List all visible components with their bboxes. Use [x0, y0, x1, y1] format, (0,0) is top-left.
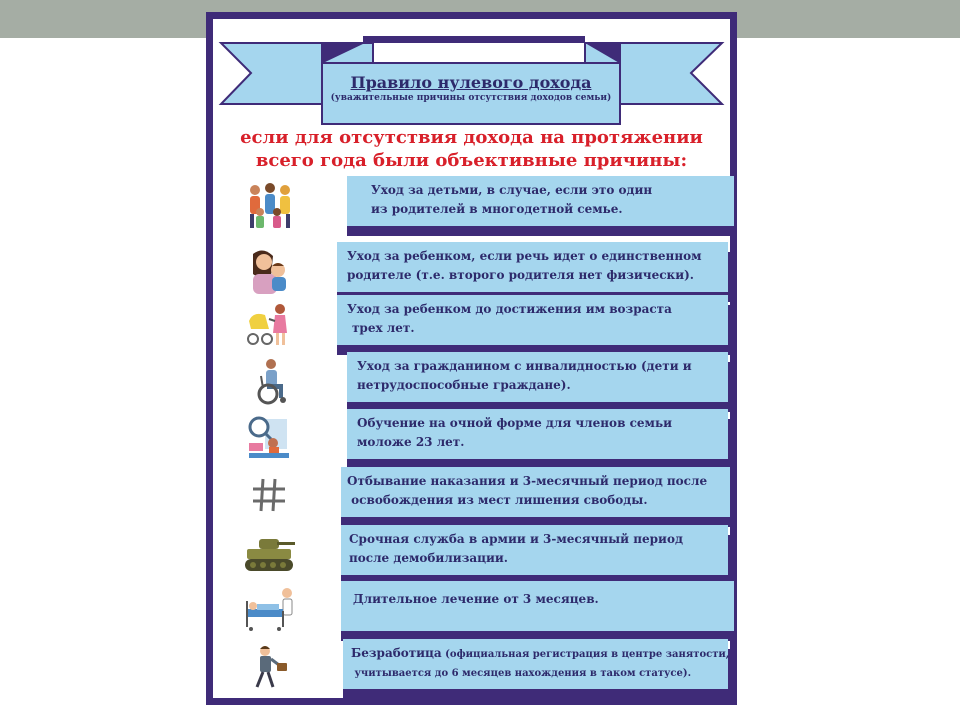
item-line-2: нетрудоспособные граждане).	[357, 378, 571, 392]
item-line-1: Уход за гражданином с инвалидностью (дети и	[357, 359, 692, 373]
item-text-box	[341, 467, 730, 517]
list-item	[213, 176, 730, 236]
item-line-1: Уход за ребенком, если речь идет о единственном	[347, 249, 702, 263]
title-box	[321, 62, 621, 125]
poster-frame	[206, 12, 737, 705]
wheelchair-icon	[243, 356, 297, 406]
item-text-box	[341, 525, 728, 575]
item-line-1: Срочная служба в армии и 3-месячный период	[349, 532, 683, 546]
list-item	[213, 525, 730, 585]
item-text-box	[337, 295, 728, 345]
item-line-1: Отбывание наказания и 3-месячный период после	[347, 474, 708, 488]
list-item	[213, 242, 730, 302]
study-icon	[243, 413, 297, 463]
item-line-2: трех лет.	[352, 321, 415, 335]
large-family-icon	[243, 180, 297, 230]
item-line-1	[351, 644, 730, 664]
item-line-1: Уход за детьми, в случае, если это один	[371, 183, 653, 197]
heading-line-2: всего года были объективные причины:	[255, 150, 688, 171]
item-line-2: после демобилизации.	[349, 551, 508, 565]
item-line-1-rest: (официальная регистрация в центре занятости,	[441, 649, 730, 660]
heading-line-1: если для отсутствия дохода на протяжении	[240, 127, 703, 148]
list-item	[213, 639, 730, 699]
item-text-box	[347, 176, 734, 226]
item-line-1: Длительное лечение от 3 месяцев.	[353, 592, 599, 606]
list-item	[213, 581, 730, 641]
list-item	[213, 409, 730, 469]
hospital-bed-icon	[243, 585, 297, 635]
heading	[213, 126, 730, 172]
item-text-box	[341, 581, 734, 631]
unemployed-person-icon	[243, 643, 297, 693]
item-text-box	[347, 352, 728, 402]
stroller-icon	[243, 299, 297, 349]
item-line-1: Уход за ребенком до достижения им возраста	[347, 302, 672, 316]
item-text-box	[337, 242, 728, 292]
item-line-2: учитывается до 6 месяцев нахождения в таком статусе).	[351, 668, 692, 679]
item-text-box	[343, 639, 728, 689]
tank-icon	[243, 529, 297, 579]
page-subtitle: (уважительные причины отсутствия доходов семьи)	[330, 93, 612, 103]
item-line-2: из родителей в многодетной семье.	[371, 202, 623, 216]
item-keyword: Безработица	[351, 646, 442, 660]
item-text-box	[347, 409, 728, 459]
item-line-2: моложе 23 лет.	[357, 435, 465, 449]
list-item	[213, 295, 730, 355]
page-title: Правило нулевого дохода	[350, 73, 592, 92]
list-item	[213, 352, 730, 412]
item-line-1: Обучение на очной форме для членов семьи	[357, 416, 672, 430]
item-line-2: освобождения из мест лишения свободы.	[347, 493, 648, 507]
mother-child-icon	[243, 246, 297, 296]
item-line-2: родителе (т.е. второго родителя нет физически).	[347, 268, 694, 282]
list-item	[213, 467, 730, 527]
prison-bars-icon	[243, 471, 297, 521]
